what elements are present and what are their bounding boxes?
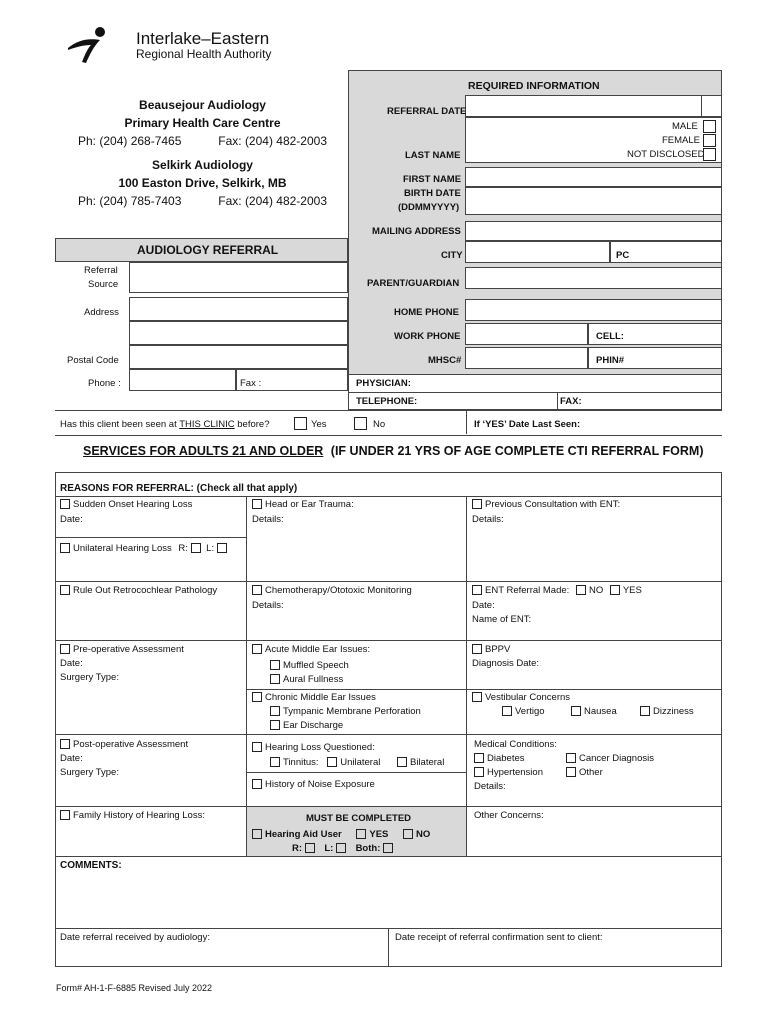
selkirk-fax: Fax: (204) 482-2003 bbox=[218, 194, 327, 208]
date-last-seen-label: If ‘YES’ Date Last Seen: bbox=[474, 419, 581, 430]
pc-label: PC bbox=[616, 250, 630, 261]
divider bbox=[55, 537, 246, 538]
ent-name-label: Name of ENT: bbox=[472, 614, 532, 625]
family-history-label: Family History of Hearing Loss: bbox=[73, 810, 205, 821]
phin-label: PHIN# bbox=[596, 355, 624, 366]
address-field-2[interactable] bbox=[129, 321, 348, 345]
diabetes-option[interactable] bbox=[474, 753, 525, 764]
unilateral-option[interactable] bbox=[60, 543, 230, 554]
tinnitus-option[interactable] bbox=[270, 757, 444, 768]
org-subtitle: Regional Health Authority bbox=[136, 47, 272, 61]
checkbox[interactable] bbox=[472, 585, 482, 595]
checkbox[interactable] bbox=[252, 742, 262, 752]
unilateral-l-checkbox[interactable] bbox=[217, 543, 227, 553]
beausejour-phone: Ph: (204) 268-7465 bbox=[78, 134, 182, 148]
vertigo-label: Vertigo bbox=[515, 706, 545, 717]
checkbox[interactable] bbox=[566, 767, 576, 777]
male-checkbox[interactable] bbox=[703, 120, 716, 133]
services-heading-title: SERVICES FOR ADULTS 21 AND OLDER bbox=[83, 444, 324, 458]
unilateral-r-checkbox[interactable] bbox=[191, 543, 201, 553]
female-checkbox[interactable] bbox=[703, 134, 716, 147]
checkbox[interactable] bbox=[472, 499, 482, 509]
checkbox[interactable] bbox=[60, 810, 70, 820]
aural-label: Aural Fullness bbox=[283, 674, 344, 685]
dizziness-option[interactable] bbox=[640, 706, 694, 717]
other-option[interactable] bbox=[566, 767, 603, 778]
divider bbox=[246, 772, 466, 773]
referral-date-field[interactable] bbox=[465, 95, 702, 117]
not-disclosed-label: NOT DISCLOSED bbox=[627, 149, 705, 160]
checkbox[interactable] bbox=[472, 692, 482, 702]
phone-field[interactable] bbox=[129, 369, 236, 391]
family-history-option[interactable] bbox=[60, 810, 205, 821]
preop-surgery-label: Surgery Type: bbox=[60, 672, 119, 683]
chemo-label: Chemotherapy/Ototoxic Monitoring bbox=[265, 585, 412, 596]
hearing-aid-l-label: L: bbox=[324, 843, 334, 854]
parent-guardian-label: PARENT/GUARDIAN bbox=[367, 278, 460, 289]
prev-ent-label: Previous Consultation with ENT: bbox=[485, 499, 621, 510]
postal-code-ref-field[interactable] bbox=[129, 345, 348, 369]
required-info-title: REQUIRED INFORMATION bbox=[468, 80, 600, 92]
acute-option[interactable] bbox=[252, 644, 370, 655]
cancer-label: Cancer Diagnosis bbox=[579, 753, 654, 764]
preop-label: Pre-operative Assessment bbox=[73, 644, 184, 655]
work-phone-label: WORK PHONE bbox=[394, 331, 461, 342]
last-name-label: LAST NAME bbox=[405, 150, 461, 161]
physician-fax-label: FAX: bbox=[560, 396, 582, 407]
address-label: Address bbox=[84, 307, 119, 318]
hearing-aid-label: Hearing Aid User bbox=[265, 829, 342, 840]
tinnitus-unilateral-label: Unilateral bbox=[340, 757, 381, 768]
city-label: CITY bbox=[441, 250, 463, 261]
checkbox[interactable] bbox=[252, 499, 262, 509]
checkbox[interactable] bbox=[270, 674, 280, 684]
chemo-details-label: Details: bbox=[252, 600, 284, 611]
head-trauma-option[interactable] bbox=[252, 499, 354, 510]
divider bbox=[55, 734, 722, 735]
checkbox[interactable] bbox=[474, 753, 484, 763]
org-name: Interlake–Eastern bbox=[136, 29, 270, 48]
referral-source-label-1: Referral bbox=[84, 265, 118, 276]
sudden-onset-label: Sudden Onset Hearing Loss bbox=[73, 499, 193, 510]
discharge-option[interactable] bbox=[270, 720, 343, 731]
vestibular-option[interactable] bbox=[472, 692, 570, 703]
seen-question bbox=[60, 419, 270, 430]
ent-yes-label: YES bbox=[622, 585, 642, 596]
seen-question-pre: Has this client been seen at bbox=[60, 419, 180, 430]
seen-yes-label: Yes bbox=[311, 419, 327, 430]
ent-no-label: NO bbox=[588, 585, 604, 596]
head-trauma-details-label: Details: bbox=[252, 514, 284, 525]
bppv-option[interactable] bbox=[472, 644, 510, 655]
medical-conditions-label: Medical Conditions: bbox=[474, 739, 557, 750]
must-complete-label: MUST BE COMPLETED bbox=[306, 813, 412, 824]
selkirk-address: 100 Easton Drive, Selkirk, MB bbox=[118, 176, 287, 190]
hearing-aid-yes-label: YES bbox=[369, 829, 389, 840]
birth-date-label: BIRTH DATE bbox=[404, 188, 461, 199]
selkirk-name: Selkirk Audiology bbox=[152, 158, 253, 172]
discharge-label: Ear Discharge bbox=[283, 720, 344, 731]
seen-divider bbox=[466, 410, 467, 434]
prev-ent-option[interactable] bbox=[472, 499, 620, 510]
prev-ent-details-label: Details: bbox=[472, 514, 504, 525]
checkbox[interactable] bbox=[474, 767, 484, 777]
male-label: MALE bbox=[672, 121, 698, 132]
hearing-aid-yes-checkbox[interactable] bbox=[356, 829, 366, 839]
seen-question-clinic: THIS CLINIC bbox=[179, 419, 235, 430]
mailing-address-label: MAILING ADDRESS bbox=[372, 226, 461, 237]
sudden-date-label: Date: bbox=[60, 514, 83, 525]
checkbox[interactable] bbox=[270, 706, 280, 716]
postop-option[interactable] bbox=[60, 739, 188, 750]
checkbox[interactable] bbox=[270, 660, 280, 670]
services-heading-note: (IF UNDER 21 YRS OF AGE COMPLETE CTI REFERRAL FORM) bbox=[330, 444, 704, 458]
reasons-title: REASONS FOR REFERRAL: (Check all that apply) bbox=[60, 483, 298, 494]
ent-made-label: ENT Referral Made: bbox=[485, 585, 570, 596]
muffled-label: Muffled Speech bbox=[283, 660, 349, 671]
hearing-aid-no-checkbox[interactable] bbox=[403, 829, 413, 839]
ent-yes-checkbox[interactable] bbox=[610, 585, 620, 595]
checkbox[interactable] bbox=[502, 706, 512, 716]
other-concerns-label: Other Concerns: bbox=[474, 810, 544, 821]
hearing-aid-ears bbox=[292, 843, 396, 854]
postal-code-label: Postal Code bbox=[67, 355, 119, 366]
postop-date-label: Date: bbox=[60, 753, 83, 764]
home-phone-label: HOME PHONE bbox=[394, 307, 459, 318]
mhsc-label: MHSC# bbox=[428, 355, 462, 366]
city-field[interactable] bbox=[465, 241, 610, 263]
home-phone-field[interactable] bbox=[465, 299, 722, 321]
comments-label: COMMENTS: bbox=[60, 860, 122, 871]
logo-figure-icon bbox=[66, 26, 110, 64]
postop-label: Post-operative Assessment bbox=[73, 739, 189, 750]
hl-questioned-label: Hearing Loss Questioned: bbox=[265, 742, 375, 753]
selkirk-phone: Ph: (204) 785-7403 bbox=[78, 194, 182, 208]
hypertension-label: Hypertension bbox=[487, 767, 543, 778]
audiology-referral-title: AUDIOLOGY REFERRAL bbox=[137, 243, 279, 257]
mailing-address-field[interactable] bbox=[465, 221, 722, 241]
parent-guardian-field[interactable] bbox=[465, 267, 722, 289]
unilateral-l-label: L: bbox=[206, 543, 215, 554]
divider bbox=[55, 496, 722, 497]
aural-option[interactable] bbox=[270, 674, 343, 685]
referral-source-field[interactable] bbox=[129, 262, 348, 293]
hearing-aid-both-checkbox[interactable] bbox=[383, 843, 393, 853]
checkbox[interactable] bbox=[252, 585, 262, 595]
not-disclosed-checkbox[interactable] bbox=[703, 148, 716, 161]
hearing-aid-r-checkbox[interactable] bbox=[305, 843, 315, 853]
female-label: FEMALE bbox=[662, 135, 701, 146]
hearing-aid-no-label: NO bbox=[416, 829, 431, 840]
checkbox[interactable] bbox=[270, 720, 280, 730]
divider bbox=[388, 928, 389, 967]
hearing-aid-r-label: R: bbox=[292, 843, 303, 854]
referral-date-field-end[interactable] bbox=[701, 95, 722, 117]
tinnitus-label: Tinnitus: bbox=[283, 757, 319, 768]
birth-date-field[interactable] bbox=[465, 187, 722, 215]
first-name-label: FIRST NAME bbox=[403, 174, 462, 185]
divider bbox=[55, 581, 722, 582]
tympanic-label: Tympanic Membrane Perforation bbox=[283, 706, 421, 717]
work-phone-field[interactable] bbox=[465, 323, 588, 345]
chronic-label: Chronic Middle Ear Issues bbox=[265, 692, 376, 703]
ent-date-label: Date: bbox=[472, 600, 495, 611]
diabetes-label: Diabetes bbox=[487, 753, 525, 764]
logo bbox=[66, 26, 276, 66]
tinnitus-bilateral-checkbox[interactable] bbox=[397, 757, 407, 767]
checkbox[interactable] bbox=[252, 779, 262, 789]
cell-label: CELL: bbox=[596, 331, 624, 342]
dizziness-label: Dizziness bbox=[653, 706, 694, 717]
seen-no-label: No bbox=[373, 419, 386, 430]
divider bbox=[55, 640, 722, 641]
bppv-label: BPPV bbox=[485, 644, 511, 655]
fax-label: Fax : bbox=[240, 378, 262, 389]
checkbox[interactable] bbox=[60, 644, 70, 654]
sudden-onset-option[interactable] bbox=[60, 499, 192, 510]
preop-option[interactable] bbox=[60, 644, 184, 655]
acute-label: Acute Middle Ear Issues: bbox=[265, 644, 371, 655]
chemo-option[interactable] bbox=[252, 585, 412, 596]
selkirk-contact bbox=[60, 192, 345, 210]
postop-surgery-label: Surgery Type: bbox=[60, 767, 119, 778]
vertigo-option[interactable] bbox=[502, 706, 545, 717]
hl-questioned-option[interactable] bbox=[252, 742, 375, 753]
checkbox[interactable] bbox=[252, 829, 262, 839]
phone-label: Phone : bbox=[88, 378, 121, 389]
muffled-option[interactable] bbox=[270, 660, 349, 671]
referral-source-label-2: Source bbox=[88, 279, 119, 290]
checkbox[interactable] bbox=[640, 706, 650, 716]
beausejour-name: Beausejour Audiology bbox=[139, 98, 266, 112]
hearing-aid-both-label: Both: bbox=[355, 843, 381, 854]
seen-question-post: before? bbox=[234, 419, 270, 430]
nausea-label: Nausea bbox=[584, 706, 617, 717]
checkbox[interactable] bbox=[472, 644, 482, 654]
ent-made-option[interactable] bbox=[472, 585, 642, 596]
bppv-diag-date-label: Diagnosis Date: bbox=[472, 658, 540, 669]
telephone-label: TELEPHONE: bbox=[356, 396, 418, 407]
seen-yes-checkbox[interactable] bbox=[294, 417, 307, 430]
physician-fax-field[interactable] bbox=[557, 392, 722, 410]
unilateral-label: Unilateral Hearing Loss bbox=[73, 543, 172, 554]
checkbox[interactable] bbox=[60, 543, 70, 553]
birth-date-format: (DDMMYYYY) bbox=[398, 202, 460, 213]
hearing-aid-l-checkbox[interactable] bbox=[336, 843, 346, 853]
beausejour-centre: Primary Health Care Centre bbox=[124, 116, 281, 130]
hearing-aid-option[interactable] bbox=[252, 829, 430, 840]
head-trauma-label: Head or Ear Trauma: bbox=[265, 499, 354, 510]
address-field-1[interactable] bbox=[129, 297, 348, 321]
checkbox[interactable] bbox=[571, 706, 581, 716]
ent-no-checkbox[interactable] bbox=[576, 585, 586, 595]
noise-option[interactable] bbox=[252, 779, 375, 790]
referral-date-label: REFERRAL DATE bbox=[387, 106, 467, 117]
col-divider-1 bbox=[246, 496, 247, 856]
first-name-field[interactable] bbox=[465, 167, 722, 187]
hypertension-option[interactable] bbox=[474, 767, 543, 778]
comments-field[interactable] bbox=[56, 872, 721, 927]
form-number: Form# AH-1-F-6885 Revised July 2022 bbox=[56, 983, 213, 993]
mhsc-field[interactable] bbox=[465, 347, 588, 369]
seen-no-checkbox[interactable] bbox=[354, 417, 367, 430]
unilateral-r-label: R: bbox=[178, 543, 188, 554]
checkbox[interactable] bbox=[270, 757, 280, 767]
preop-date-label: Date: bbox=[60, 658, 83, 669]
checkbox[interactable] bbox=[60, 499, 70, 509]
retro-label: Rule Out Retrocochlear Pathology bbox=[73, 585, 218, 596]
noise-label: History of Noise Exposure bbox=[265, 779, 375, 790]
vestibular-label: Vestibular Concerns bbox=[485, 692, 571, 703]
retro-option[interactable] bbox=[60, 585, 217, 596]
date-receipt-label: Date receipt of referral confirmation sent to client: bbox=[395, 932, 603, 943]
beausejour-contact bbox=[60, 132, 345, 150]
physician-label: PHYSICIAN: bbox=[356, 378, 411, 389]
tympanic-option[interactable] bbox=[270, 706, 421, 717]
checkbox[interactable] bbox=[566, 753, 576, 763]
medical-details-label: Details: bbox=[474, 781, 506, 792]
chronic-option[interactable] bbox=[252, 692, 376, 703]
beausejour-fax: Fax: (204) 482-2003 bbox=[218, 134, 327, 148]
divider bbox=[55, 856, 722, 857]
col-divider-2 bbox=[466, 496, 467, 856]
checkbox[interactable] bbox=[252, 644, 262, 654]
cancer-option[interactable] bbox=[566, 753, 654, 764]
date-received-label: Date referral received by audiology: bbox=[60, 932, 210, 943]
checkbox[interactable] bbox=[60, 739, 70, 749]
divider bbox=[246, 689, 722, 690]
services-heading bbox=[83, 444, 704, 458]
checkbox[interactable] bbox=[252, 692, 262, 702]
checkbox[interactable] bbox=[60, 585, 70, 595]
clinic-info bbox=[60, 96, 345, 210]
tinnitus-bilateral-label: Bilateral bbox=[409, 757, 445, 768]
other-label: Other bbox=[579, 767, 603, 778]
tinnitus-unilateral-checkbox[interactable] bbox=[327, 757, 337, 767]
nausea-option[interactable] bbox=[571, 706, 617, 717]
